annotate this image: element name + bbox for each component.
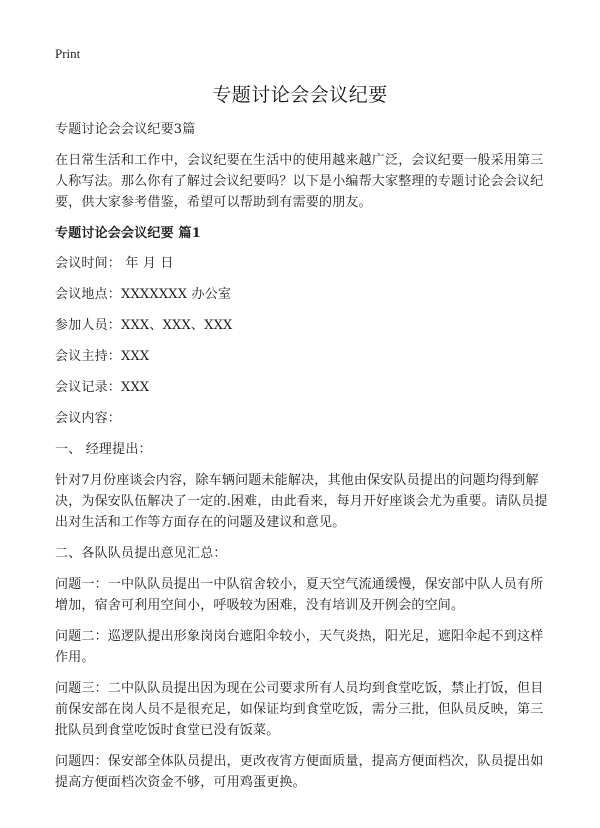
attendees-field: 参加人员：XXX、XXX、XXX <box>55 318 233 333</box>
page-title: 专题讨论会会议纪要 <box>212 84 388 106</box>
issue-paragraph: 问题二：巡逻队提出形象岗岗台遮阳伞较小，天气炎热，阳光足，遮阳伞起不到这样作用。 <box>55 629 544 665</box>
document-body <box>55 119 549 803</box>
issue-paragraph: 问题三：二中队队员提出因为现在公司要求所有人员均到食堂吃饭，禁止打饭，但目前保安部在岗人员不是很充足，如保证均到食堂吃饭，需分三批，但队员反映，第三批队员到食堂吃饭时食堂已没有饭菜。 <box>55 681 544 738</box>
meeting-time-field: 会议时间： 年 月 日 <box>55 256 174 271</box>
recorder-field: 会议记录：XXX <box>55 380 150 395</box>
part2-heading: 二、各队队员提出意见汇总： <box>55 546 227 561</box>
intro-paragraph: 在日常生活和工作中，会议纪要在生活中的使用越来越广泛，会议纪要一般采用第三人称写法。那么你有了解过会议纪要吗？以下是小编帮大家整理的专题讨论会会议纪要，供大家参考借鉴，希望可以帮助到有需要的朋友。 <box>55 153 544 210</box>
meeting-location-field: 会议地点：XXXXXXX 办公室 <box>55 287 232 302</box>
issue-paragraph: 问题一：一中队队员提出一中队宿舍较小，夏天空气流通缓慢，保安部中队人员有所增加，宿舍可利用空间小，呼吸较为困难，没有培训及开例会的空间。 <box>55 577 544 613</box>
issue-paragraph: 问题四：保安部全体队员提出，更改夜宵方便面质量，提高方便面档次，队员提出如提高方便面档次资金不够，可用鸡蛋更换。 <box>55 754 544 790</box>
host-field: 会议主持：XXX <box>55 349 150 364</box>
document-subtitle: 专题讨论会会议纪要3篇 <box>55 122 196 137</box>
part1-heading: 一、 经理提出： <box>55 442 152 457</box>
content-label: 会议内容： <box>55 411 122 426</box>
section-heading: 专题讨论会会议纪要 篇1 <box>55 226 201 241</box>
print-link[interactable]: Print <box>55 46 81 61</box>
part1-paragraph: 针对7月份座谈会内容，除车辆问题未能解决，其他由保安队员提出的问题均得到解决，为保安队伍解决了一定的.困难，由此看来，每月开好座谈会尤为重要。请队员提出对生活和工作等方面存在的问题及建议和意见。 <box>55 473 548 530</box>
